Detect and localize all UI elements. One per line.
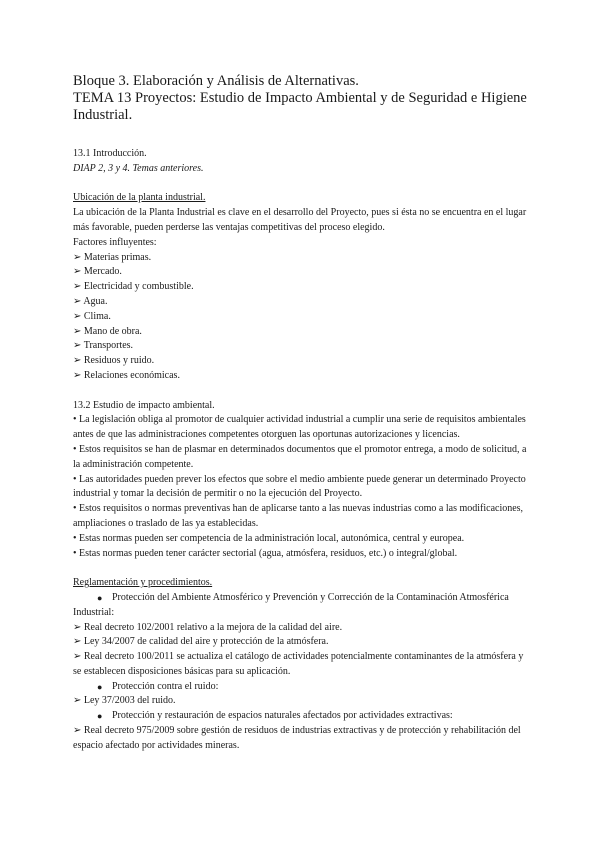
list-item: ➢ Mercado. [73,266,122,278]
section-1-heading: 13.1 Introducción. [73,148,147,159]
regulation-item-2 [73,680,529,695]
list-item: • Estos requisitos se han de plasmar en determinados documentos que el promotor entrega, a modo de solicitud, a la administración competente. [73,443,527,470]
list-item: ➢ Real decreto 102/2001 relativo a la mejora de la calidad del aire. [73,621,343,633]
regulation-heading: Reglamentación y procedimientos. [73,577,213,589]
document-title [73,73,553,124]
list-item: ➢ Ley 34/2007 de calidad del aire y protección de la atmósfera. [73,636,329,648]
bullet-icon: ● [97,681,103,692]
list-item: • Estos requisitos o normas preventivas han de aplicarse tanto a las nuevas industrias como a las modificaciones, ampliaciones o traslado de las ya establecidas. [73,503,524,529]
list-item: ➢ Transportes. [73,340,134,352]
list-item: ➢ Residuos y ruido. [73,355,155,367]
list-item: • Las autoridades pueden prever los efectos que sobre el medio ambiente puede generar un determinado Proyecto industrial y tomar la decisión de permitir o no la ejecución del Proyecto. [73,473,526,500]
list-item: • Estas normas pueden tener carácter sectorial (agua, atmósfera, residuos, etc.) o integral/global. [73,547,458,559]
bullet-icon: ● [97,711,103,722]
list-item: ➢ Materias primas. [73,251,152,263]
list-item: ➢ Electricidad y combustible. [73,281,194,293]
list-item: ➢ Real decreto 975/2009 sobre gestión de residuos de industrias extractivas y de protección y rehabilitación del espacio afectado por actividades mineras. [73,725,521,751]
factors-label: Factores influyentes: [73,236,157,248]
list-item: ➢ Real decreto 100/2011 se actualiza el catálogo de actividades potencialmente contaminantes de la atmósfera y se establecen disposiciones básicas para su aplicación. [73,651,524,677]
title-line-3: Industrial. [73,107,133,123]
bullet-icon: ● [97,592,103,603]
title-line-2: TEMA 13 Proyectos: Estudio de Impacto Ambiental y de Seguridad e Higiene [73,90,527,106]
list-item: ➢ Agua. [73,295,108,307]
location-paragraph: La ubicación de la Planta Industrial es clave en el desarrollo del Proyecto, pues si ésta no se encuentra en el lugar más favorable, pueden perderse las ventajas competitivas del proceso elegido. [73,207,527,233]
section-1-note: DIAP 2, 3 y 4. Temas anteriores. [73,162,204,174]
section-2-heading: 13.2 Estudio de impacto ambiental. [73,399,215,411]
regulation-item-1-cont: Industrial: [73,606,115,618]
regulation-item-1-text: Protección del Ambiente Atmosférico y Prevención y Corrección de la Contaminación Atmosférica [112,591,509,603]
list-item: ➢ Mano de obra. [73,325,142,337]
factors-list [73,251,529,384]
section-2-bullets [73,413,529,561]
location-heading: Ubicación de la planta industrial. [73,192,206,204]
list-item: ➢ Relaciones económicas. [73,369,180,381]
document-body [73,147,529,754]
regulation-item-1 [73,591,529,606]
list-item: • Estas normas pueden ser competencia de la administración local, autonómica, central y europea. [73,532,465,544]
list-item: ➢ Ley 37/2003 del ruido. [73,695,176,707]
regulation-item-3-text: Protección y restauración de espacios naturales afectados por actividades extractivas: [112,710,453,722]
regulation-item-2-text: Protección contra el ruido: [112,680,219,692]
title-line-1: Bloque 3. Elaboración y Análisis de Alternativas. [73,73,359,89]
list-item: ➢ Clima. [73,310,111,322]
regulation-item-3 [73,709,529,724]
list-item: • La legislación obliga al promotor de cualquier actividad industrial a cumplir una serie de requisitos ambientales antes de que las administraciones competentes otorguen las oportunas autorizaciones y licencias. [73,414,526,441]
